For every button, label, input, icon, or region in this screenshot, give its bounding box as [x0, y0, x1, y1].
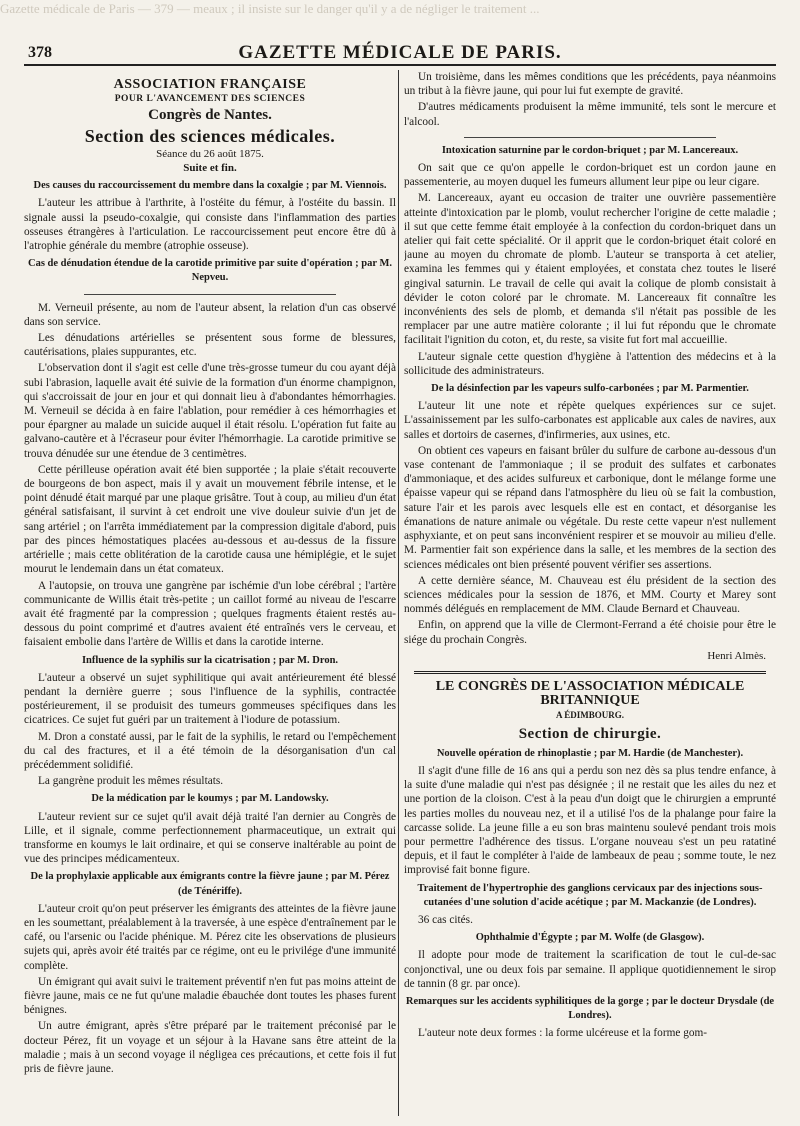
- paragraph: La gangrène produit les mêmes résultats.: [38, 775, 224, 788]
- section-title: Section des sciences médicales.: [84, 125, 336, 146]
- association-title: ASSOCIATION FRANÇAISE: [113, 77, 307, 92]
- paragraph: L'auteur signale cette question d'hygiène à l'attention des médecins et à la sollicitude des administrateurs.: [404, 350, 776, 377]
- paragraph: L'auteur revient sur ce sujet qu'il avait déjà traité l'an dernier au Congrès de Lille, et il signale, comme perfectionnement pharmaceutique, un extrait qui transforme en koumys le lait ordinaire, et qui se conserve inaltérable au point de vue des principes médicamenteux.: [24, 810, 396, 866]
- session-date: Séance du 26 août 1875.: [156, 147, 264, 160]
- divider: [464, 137, 716, 138]
- paragraph: 36 cas cités.: [418, 913, 473, 926]
- author-signature: Henri Almès.: [707, 649, 766, 662]
- section-title: Section de chirurgie.: [518, 725, 662, 742]
- double-divider: [414, 671, 766, 674]
- article-heading: De la prophylaxie applicable aux émigrants contre la fièvre jaune ; par M. Pérez (de Ténériffe).: [30, 871, 390, 897]
- article-heading: Des causes du raccourcissement du membre dans la coxalgie ; par M. Viennois.: [33, 180, 387, 192]
- paragraph: Un autre émigrant, après s'être préparé par le traitement préconisé par le docteur Pérez, fit un voyage et un séjour à la Havane sans être atteint de la maladie ; mais à un second voyage il négligea ces précautions, et cette fois il fut pris de fièvre jaune.: [24, 1020, 396, 1075]
- paragraph: D'autres médicaments produisent la même immunité, tels sont le mercure et l'alcool.: [404, 101, 776, 128]
- paragraph: Un troisième, dans les mêmes conditions que les précédents, paya néanmoins un tribut à la fièvre jaune, qui pour lui fut exempte de gravité.: [404, 71, 776, 98]
- article-heading: Traitement de l'hypertrophie des ganglions cervicaux par des injections sous-cutanées d'une solution d'acide acétique ; par M. Mackanzie (de Londres).: [417, 882, 763, 908]
- paragraph: Il s'agit d'une fille de 16 ans qui a perdu son nez dès sa plus tendre enfance, à la suite d'une maladie qui n'est pas désignée ; il ne restait que les ailes du nez et une portion de la cloison. C'est à la peau d'un doigt que le chirurgien a emprunté les parties molles du nouveau nez, et il a utilisé l'os de la phalange pour faire la carcasse solide. La jeune fille a eu son bras maintenu soulevé pendant trois mois pour permettre l'adhérence des tissus. L'organe nouveau s'est un peu ratatiné depuis, et il faut le compléter à l'aide de lambeaux de peau ; somme toute, le nez improvisé fait bonne figure.: [404, 764, 776, 877]
- article-heading: Intoxication saturnine par le cordon-briquet ; par M. Lancereaux.: [441, 144, 739, 156]
- article-heading: Remarques sur les accidents syphilitiques de la gorge ; par le docteur Drysdale (de Londres).: [405, 995, 775, 1022]
- paragraph: A cette dernière séance, M. Chauveau est élu président de la section des sciences médicales pour la session de 1876, et MM. Courty et Marey sont nommés délégués en remplacement de MM. Claude Bernard et Chauveau.: [404, 574, 776, 616]
- article-heading: Cas de dénudation étendue de la carotide primitive par suite d'opération ; par M. Nepveu.: [27, 258, 392, 284]
- paragraph: M. Verneuil présente, au nom de l'auteur absent, la relation d'un cas observé dans son service.: [24, 301, 396, 328]
- paragraph: On sait que ce qu'on appelle le cordon-briquet est un cordon jaune en passementerie, au moyen duquel les fumeurs allument leur pipe ou leur cigare.: [404, 162, 776, 189]
- paragraph: On obtient ces vapeurs en faisant brûler du sulfure de carbone au-dessous d'un vase contenant de l'ammoniaque ; il se produit des sulfates et carbonates d'ammoniaque, et des acides sulfureux et carbonique, dont le mélange forme une épaisse vapeur qui se répand dans l'atmosphère du lieu où se fait la combustion, sature l'air et les parois avec lesquels elle est en contact, et désorganise les émanations de nature animale ou végétale. Du reste cette vapeur n'est nullement asphyxiante, et on peut sans inconvénient respirer et se mouvoir au milieu d'elle. M. Parmentier fait son expérience dans la salle, et les membres de la section des sciences médicales ont bien présenté pouvent vérifier ses assertions.: [404, 444, 776, 571]
- continuation-note: Suite et fin.: [183, 162, 237, 175]
- column-separator: [398, 70, 399, 1116]
- congress-location: A ÉDIMBOURG.: [555, 710, 624, 721]
- page-number: 378: [28, 44, 52, 61]
- paragraph: L'auteur a observé un sujet syphilitique qui avait antérieurement été blessé pendant la dernière guerre ; sous l'influence de la syphilis, contractée postérieurement, il se produisit des tumeurs gommeuses spécifiques dans les cicatrices. Ce sujet fut guéri par un traitement à l'iodure de potassium.: [24, 671, 396, 727]
- paragraph: Il adopte pour mode de traitement la scarification de tout le cul-de-sac conjonctival, une ou deux fois par semaine. Il applique quotidiennement le sirop de tannin (8 gr. par once).: [404, 949, 776, 990]
- congress-title: Congrès de Nantes.: [148, 107, 272, 124]
- article-heading: Influence de la syphilis sur la cicatrisation ; par M. Dron.: [81, 654, 339, 666]
- journal-title: GAZETTE MÉDICALE DE PARIS.: [238, 42, 562, 63]
- paragraph: A l'autopsie, on trouva une gangrène par ischémie d'un lobe cérébral ; l'artère communicante de Willis était très-petite ; un caillot formé au niveau de l'escarre avait été fragmenté par la compression ; quelques fragments étaient restés au-dessous du point comprimé et d'autres avaient été entraînés vers le cerveau, et faisaient embolie dans l'artère de Willis et dans la carotide interne.: [24, 579, 396, 649]
- paragraph: L'auteur les attribue à l'arthrite, à l'ostéite du fémur, à l'ostéite du bassin. Il signale aussi la pseudo-coxalgie, qui consiste dans l'inflammation des parties osseuses étrangères à l'articulation. Le raccourcissement peut encore être dû à l'atrophie générale du membre (atrophie osseuse).: [24, 197, 396, 253]
- paragraph: L'auteur croit qu'on peut préserver les émigrants des atteintes de la fièvre jaune en les soumettant, préalablement à la traversée, à une espèce d'entraînement par le café, ou l'arsenic ou l'acide phénique. M. Pérez cite les observations de plusieurs sujets qui, après avoir été traités par ce régime, ont eu le privilége d'une immunité complète.: [24, 902, 396, 972]
- right-column: [404, 70, 776, 1116]
- bleed-through-text: Gazette médicale de Paris — 379 — meaux ; il insiste sur le danger qu'il y a de négliger le traitement ...: [0, 2, 540, 16]
- article-heading: De la médication par le koumys ; par M. Landowsky.: [91, 793, 329, 805]
- left-column: [24, 70, 396, 1116]
- paragraph: M. Dron a constaté aussi, par le fait de la syphilis, le retard ou l'empêchement du cal des fractures, et il a été témoin de la désorganisation d'un cal précédemment solidifié.: [24, 730, 396, 771]
- congress-title: LE CONGRÈS DE L'ASSOCIATION MÉDICALE BRITANNIQUE: [435, 678, 745, 709]
- paragraph: M. Lancereaux, ayant eu occasion de traiter une ouvrière passementière atteinte d'intoxication par le plomb, voulut rechercher l'origine de cette maladie ; il sut que cette femme était employée à la confection du cordon-briquet dans un atelier qui fait cette spécialité. Or il apprit que le cordon-briquet était coloré en jaune au moyen du chromate de plomb. L'auteur se transporta à cet atelier, examina les femmes qui y étaient employées, et constata chez toutes le liseré gingival saturnin. Le travail de celle qui avait la colique de plomb consistait à dévider le coton coloré par le chromate. M. Lancereaux fit connaître les inconvénients des sels de plomb, et demanda s'il n'était pas possible de les remplacer par une autre matière colorante ; il lui fut répondu que le chromate facilitait l'ignition du coton, et, du reste, sa visite fut fort mal accueillie.: [404, 192, 776, 347]
- paragraph: L'observation dont il s'agit est celle d'une très-grosse tumeur du cou ayant déjà subi l'abrasion, laquelle avait été suivie de la formation d'un énorme champignon, qui s'accroissait de jour en jour et qui donnait lieu à d'abondantes hémorrhagies. M. Verneuil se décida à en faire l'ablation, pour remédier à ces hémorrhagies et pour épargner au malade un suicide auquel il était résolu. L'opération fut faite au galvano-cautère et à l'écraseur pour éviter l'hémorrhagie. La carotide primitive se trouva dénudée sur une étendue de 3 centimètres.: [24, 362, 396, 460]
- paragraph: Cette périlleuse opération avait été bien supportée ; la plaie s'était recouverte de bourgeons de bon aspect, mais il y avait un mouvement fébrile intense, et le point dénudé était marqué par une plaque grisâtre. Tout à coup, au milieu d'un état général satisfaisant, il survint à cet endroit une vive douleur suivie d'un jet de sang artériel ; on l'arrêta immédiatement par la compression digitale d'abord, puis par des pinces hémostatiques placées au-dessous et au-dessus de la fissure artérielle ; mais cette oblitération de la carotide causa une hémiplégie, et le sujet mourut le lendemain dans un état comateux.: [24, 463, 396, 576]
- article-heading: Ophthalmie d'Égypte ; par M. Wolfe (de Glasgow).: [475, 932, 705, 944]
- paragraph: Enfin, on apprend que la ville de Clermont-Ferrand a été choisie pour être le siége du prochain Congrès.: [404, 619, 776, 646]
- association-subtitle: POUR L'AVANCEMENT DES SCIENCES: [114, 94, 306, 105]
- paragraph: Un émigrant qui avait suivi le traitement préventif n'en fut pas moins atteint de fièvre jaune, mais ce ne fut qu'une maladie ébauchée dont toutes les phases furent bénignes.: [24, 975, 396, 1017]
- article-heading: De la désinfection par les vapeurs sulfo-carbonées ; par M. Parmentier.: [431, 383, 749, 395]
- paragraph: L'auteur lit une note et répète quelques expériences sur ce sujet. L'assainissement par les sulfo-carbonates est applicable aux cales de navires, aux salles et dortoirs de casernes, d'infirmeries, aux usines, etc.: [404, 400, 776, 441]
- page-header: [24, 42, 776, 66]
- divider: [84, 294, 336, 295]
- paragraph: Les dénudations artérielles se présentent sous forme de blessures, cautérisations, plaies suppurantes, etc.: [24, 332, 396, 359]
- paragraph: L'auteur note deux formes : la forme ulcéreuse et la forme gom-: [418, 1027, 708, 1040]
- article-heading: Nouvelle opération de rhinoplastie ; par M. Hardie (de Manchester).: [436, 747, 744, 759]
